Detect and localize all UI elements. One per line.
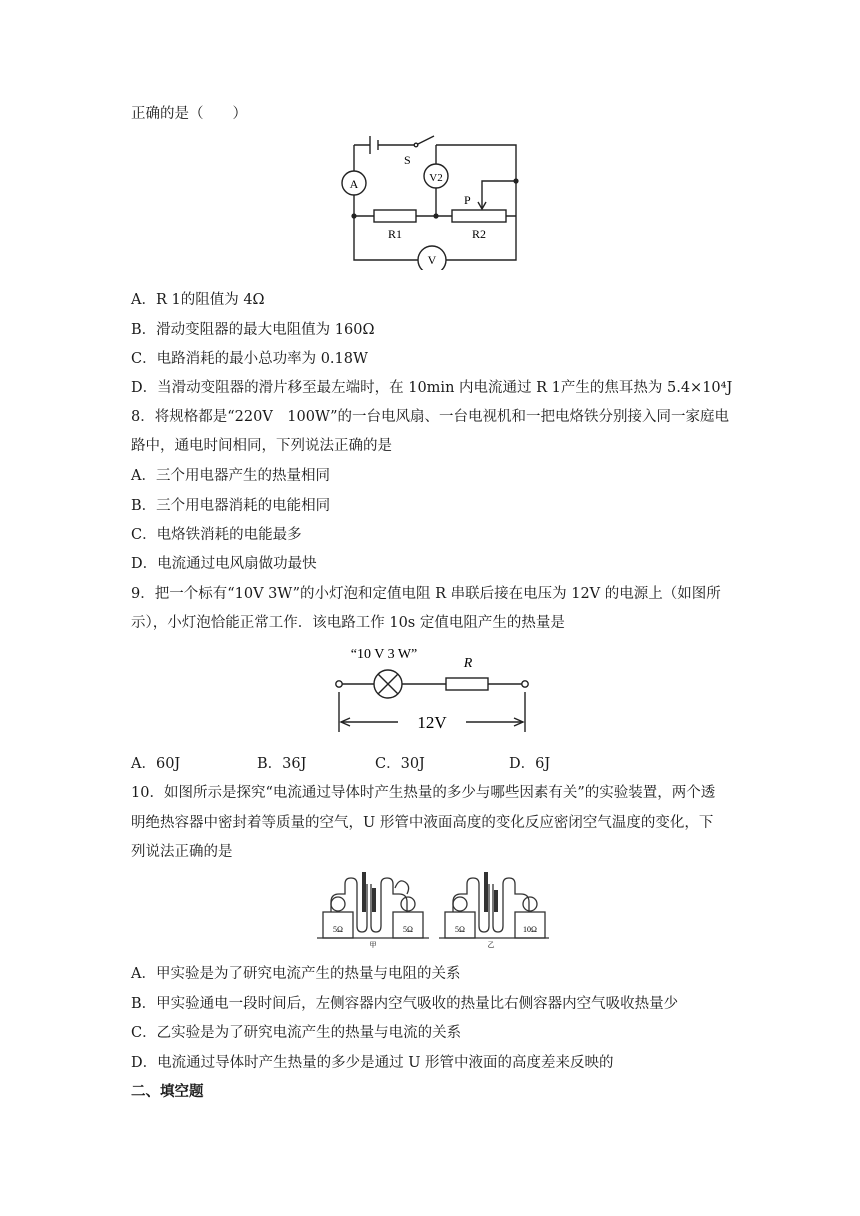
q10-stem-line-1: 10．如图所示是探究“电流通过导体时产生热量的多少与哪些因素有关”的实验装置，两个透 — [131, 785, 716, 801]
apparatus-label-jia: 甲 — [369, 941, 377, 948]
lamp-rating-label: “10 V 3 W” — [350, 647, 418, 662]
q10-option-b: B．甲实验通电一段时间后，左侧容器内空气吸收的热量比右侧容器内空气吸收热量少 — [131, 996, 679, 1012]
q8-stem-line-2: 路中，通电时间相同，下列说法正确的是 — [131, 438, 392, 454]
circuit-diagram-1 — [330, 130, 530, 270]
q9-stem-line-2: 示），小灯泡恰能正常工作．该电路工作 10s 定值电阻产生的热量是 — [131, 615, 565, 631]
ammeter-label: A — [349, 177, 359, 191]
q9-option-d: D．6J — [509, 756, 551, 772]
voltmeter-label: V — [427, 253, 437, 267]
q10-option-d: D．电流通过导体时产生热量的多少是通过 U 形管中液面的高度差来反映的 — [131, 1055, 614, 1071]
right-container-1-resistance: 5Ω — [455, 925, 465, 934]
q8-option-c: C．电烙铁消耗的电能最多 — [131, 527, 302, 543]
voltage-label: 12V — [417, 713, 447, 732]
q9-option-c: C．30J — [375, 756, 425, 772]
q9-option-a: A．60J — [131, 756, 181, 772]
r1-label: R1 — [387, 227, 403, 241]
u-tube-apparatus-diagram — [315, 866, 550, 948]
circuit-diagram-2 — [328, 640, 538, 740]
left-container-1-resistance: 5Ω — [333, 925, 343, 934]
question-intro: 正确的是（ ） — [131, 106, 247, 122]
voltmeter2-label: V2 — [429, 172, 443, 184]
q7-option-b: B．滑动变阻器的最大电阻值为 160Ω — [131, 322, 375, 338]
q10-option-a: A．甲实验是为了研究电流产生的热量与电阻的关系 — [131, 966, 461, 982]
q8-option-d: D．电流通过电风扇做功最快 — [131, 556, 317, 572]
q9-stem-line-1: 9．把一个标有“10V 3W”的小灯泡和定值电阻 R 串联后接在电压为 12V 的电源上（如图所 — [131, 586, 721, 602]
q9-option-b: B．36J — [257, 756, 307, 772]
switch-label: S — [404, 153, 411, 167]
section-heading: 二、填空题 — [131, 1083, 204, 1100]
r2-label: R2 — [471, 227, 487, 241]
q8-stem-line-1: 8．将规格都是“220V 100W”的一台电风扇、一台电视机和一把电烙铁分别接入同一家庭电 — [131, 409, 730, 425]
apparatus-label-yi: 乙 — [487, 941, 495, 948]
q7-option-c: C．电路消耗的最小总功率为 0.18W — [131, 351, 368, 367]
slider-label: P — [464, 193, 471, 207]
q7-option-d: D．当滑动变阻器的滑片移至最左端时，在 10min 内电流通过 R 1产生的焦耳热为 5.4×10⁴J — [131, 380, 733, 396]
q7-option-a: A．R 1的阻值为 4Ω — [131, 292, 265, 308]
left-container-2-resistance: 5Ω — [403, 925, 413, 934]
q8-option-b: B．三个用电器消耗的电能相同 — [131, 498, 331, 514]
right-container-2-resistance: 10Ω — [523, 925, 537, 934]
resistor-label: R — [463, 656, 473, 671]
q8-option-a: A．三个用电器产生的热量相同 — [131, 468, 330, 484]
q10-stem-line-2: 明绝热容器中密封着等质量的空气，U 形管中液面高度的变化反应密闭空气温度的变化，下 — [131, 815, 714, 831]
q10-stem-line-3: 列说法正确的是 — [131, 844, 233, 860]
q10-option-c: C．乙实验是为了研究电流产生的热量与电流的关系 — [131, 1025, 462, 1041]
